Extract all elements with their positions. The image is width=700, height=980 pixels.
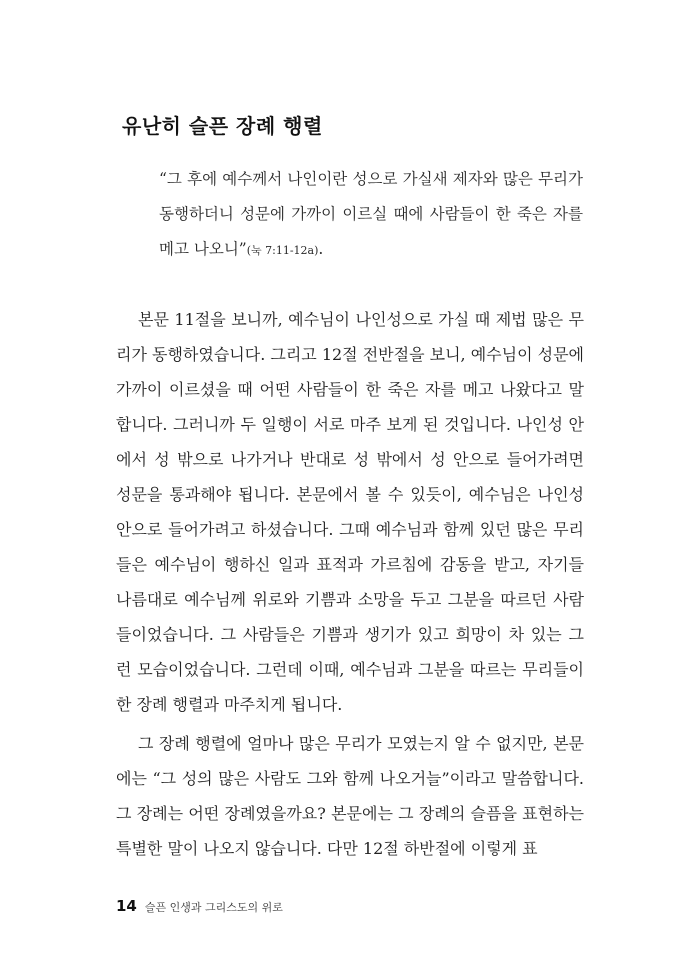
scripture-reference: (눅 7:11-12a) (246, 244, 319, 257)
running-title: 슬픈 인생과 그리스도의 위로 (144, 901, 283, 914)
scripture-quote-text: “그 후에 예수께서 나인이란 성으로 가실새 제자와 많은 무리가 동행하더니 성문에 가까이 이르실 때에 사람들이 한 죽은 자를 메고 나오니” (159, 170, 583, 258)
section-heading: 유난히 슬픈 장례 행렬 (122, 114, 323, 138)
body-paragraph-1: 본문 11절을 보니까, 예수님이 나인성으로 가실 때 제법 많은 무리가 동행하였습니다. 그리고 12절 전반절을 보니, 예수님이 성문에 가까이 이르셨을 때 어떤 사람들이 한 죽은 자를 메고 나왔다고 말합니다. 그러니까 두 일행이 서로 마주 보게 된 것입니다. 나인성 안에서 성 밖으로 나가거나 반대로 성 밖에서 성 안으로 들어가려면 성문을 통과해야 됩니다. 본문에서 볼 수 있듯이, 예수님은 나인성 안으로 들어가려고 하셨습니다. 그때 예수님과 함께 있던 많은 무리들은 예수님이 행하신 일과 표적과 가르침에 감동을 받고, 자기들 나름대로 예수님께 위로와 기쁨과 소망을 두고 그분을 따르던 사람들이었습니다. 그 사람들은 기쁨과 생기가 있고 희망이 차 있는 그런 모습이었습니다. 그런데 이때, 예수님과 그분을 따르는 무리들이 한 장례 행렬과 마주치게 됩니다. (116, 310, 584, 714)
scripture-end: . (318, 240, 324, 258)
scripture-quote (159, 162, 583, 268)
body-text (116, 302, 584, 866)
page-footer (116, 897, 283, 917)
body-paragraph-2: 그 장례 행렬에 얼마나 많은 무리가 모였는지 알 수 없지만, 본문에는 “그 성의 많은 사람도 그와 함께 나오거늘”이라고 말씀합니다. 그 장례는 어떤 장례였을까요? 본문에는 그 장례의 슬픔을 표현하는 특별한 말이 나오지 않습니다. 다만 12절 하반절에 이렇게 표 (116, 734, 584, 858)
page-number: 14 (116, 897, 137, 915)
